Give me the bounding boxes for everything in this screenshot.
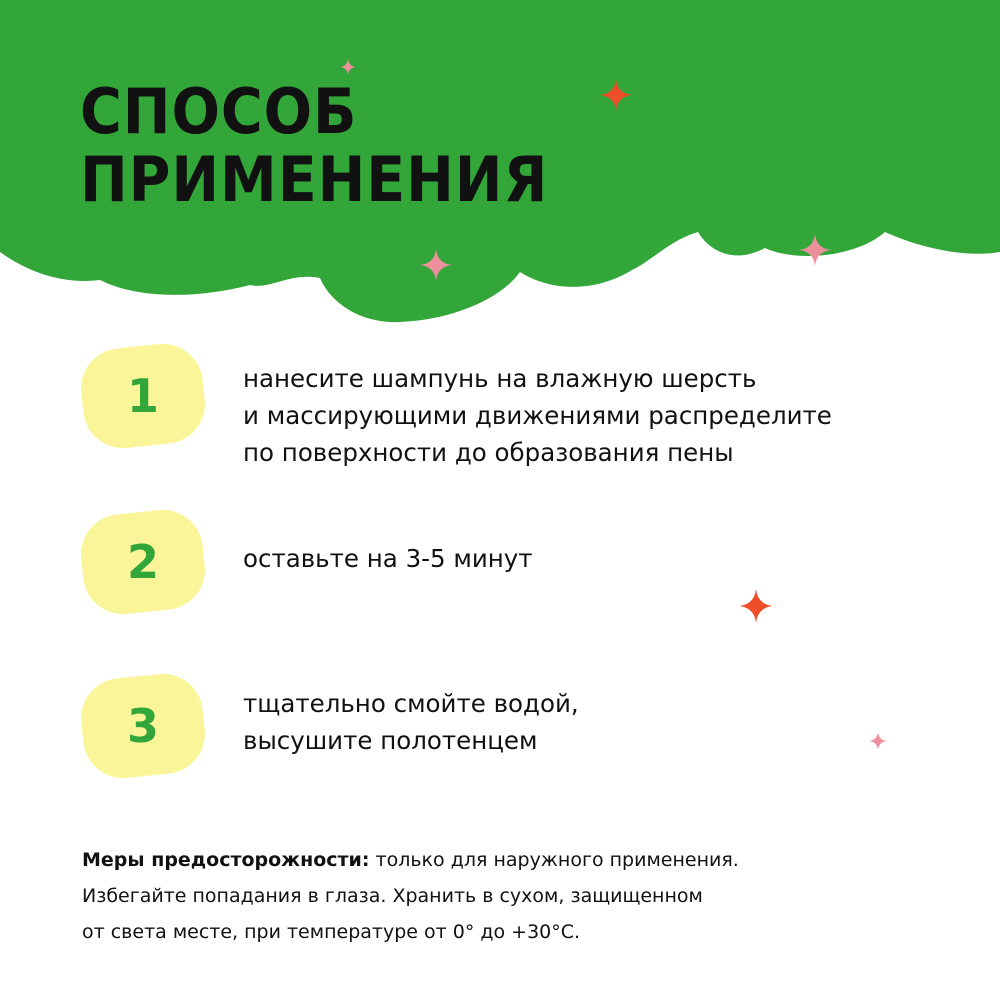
step-3-line-2: высушите полотенцем xyxy=(243,726,538,755)
precautions-line-2: Избегайте попадания в глаза. Хранить в сухом, защищенном xyxy=(82,885,703,907)
step-3-text xyxy=(243,685,579,759)
step-2-text xyxy=(243,540,533,577)
step-1-line-3: по поверхности до образования пены xyxy=(243,438,734,467)
step-1-line-1: нанесите шампунь на влажную шерсть xyxy=(243,364,757,393)
precautions-line-1-text: только для наружного применения. xyxy=(375,849,739,871)
page-title xyxy=(80,75,549,216)
step-3-number: 3 xyxy=(126,699,160,754)
precautions-label: Меры предосторожности: xyxy=(82,849,370,871)
step-2-line-1: оставьте на 3-5 минут xyxy=(243,544,533,573)
star-icon xyxy=(739,589,773,623)
step-1-badge xyxy=(77,340,209,452)
title-line-1: СПОСОБ xyxy=(80,75,358,148)
step-3-badge xyxy=(77,670,209,782)
step-2-number: 2 xyxy=(126,535,160,590)
star-icon xyxy=(869,732,887,750)
step-3-line-1: тщательно смойте водой, xyxy=(243,689,579,718)
step-1-text xyxy=(243,360,832,471)
step-1-line-2: и массирующими движениями распределите xyxy=(243,401,832,430)
precautions-line-3: от света месте, при температуре от 0° до +30°C. xyxy=(82,921,581,943)
step-1-number: 1 xyxy=(126,369,160,424)
precautions-note xyxy=(82,842,739,950)
title-line-2: ПРИМЕНЕНИЯ xyxy=(80,143,549,216)
step-2-badge xyxy=(77,506,209,618)
precautions-line-1 xyxy=(82,842,739,878)
